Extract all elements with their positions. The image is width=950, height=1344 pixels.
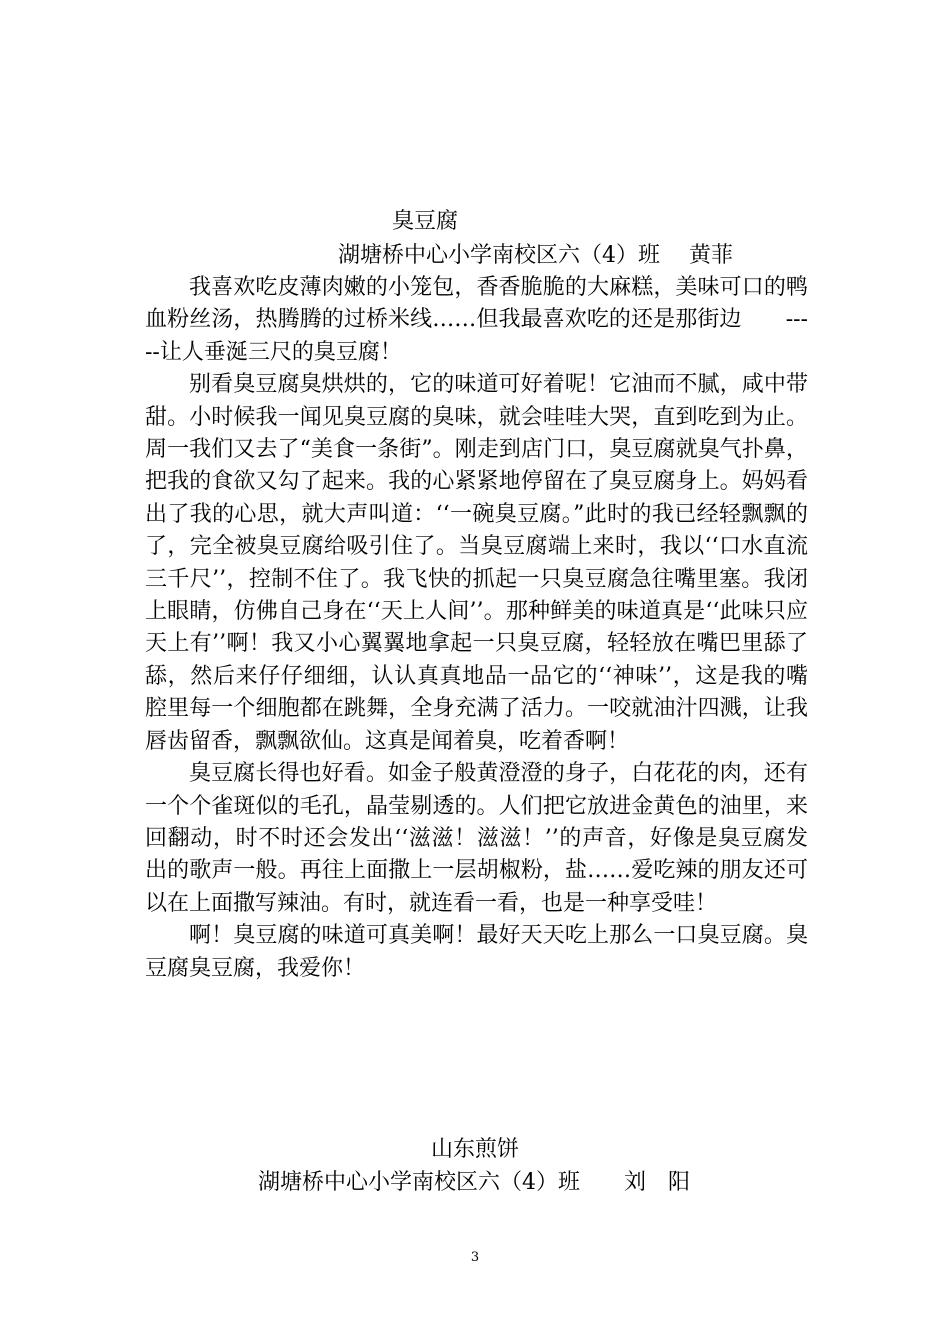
essay-title: 山东煎饼 <box>431 1137 520 1162</box>
essay-byline: 湖塘桥中心小学南校区六（4）班 刘 阳 <box>258 1170 690 1195</box>
essay-title: 臭豆腐 <box>392 209 459 234</box>
essay-byline: 湖塘桥中心小学南校区六（4）班 黄菲 <box>338 243 733 268</box>
paragraph: 我喜欢吃皮薄肉嫩的小笼包，香香脆脆的大麻糕，美味可口的鸭血粉丝汤，热腾腾的过桥米线……但我最喜欢吃的还是那街边 -----让人垂涎三尺的臭豆腐！ <box>145 275 808 365</box>
essay-body <box>145 272 808 985</box>
paragraph: 别看臭豆腐臭烘烘的，它的味道可好着呢！它油而不腻，咸中带甜。小时候我一闻见臭豆腐的臭味，就会哇哇大哭，直到吃到为止。周一我们又去了“美食一条街”。刚走到店门口，臭豆腐就臭气扑鼻，把我的食欲又勾了起来。我的心紧紧地停留在了臭豆腐身上。妈妈看出了我的心思，就大声叫道：‘‘一碗臭豆腐。”此时的我已经轻飘飘的了，完全被臭豆腐给吸引住了。当臭豆腐端上来时，我以‘‘口水直流三千尺’’，控制不住了。我飞快的抓起一只臭豆腐急往嘴里塞。我闭上眼睛，仿佛自己身在‘‘天上人间’’。那种鲜美的味道真是‘‘此味只应天上有’’啊！我又小心翼翼地拿起一只臭豆腐，轻轻放在嘴巴里舔了舔，然后来仔仔细细，认认真真地品一品它的‘‘神味’’，这是我的嘴腔里每一个细胞都在跳舞，全身充满了活力。一咬就油汁四溅，让我唇齿留香，飘飘欲仙。这真是闻着臭，吃着香啊！ <box>145 372 808 754</box>
page-number: 3 <box>470 1250 480 1265</box>
paragraph: 臭豆腐长得也好看。如金子般黄澄澄的身子，白花花的肉，还有一个个雀斑似的毛孔，晶莹剔透的。人们把它放进金黄色的油里，来回翻动，时不时还会发出‘‘滋滋！滋滋！’’的声音，好像是臭豆腐发出的歌声一般。再往上面撒上一层胡椒粉，盐……爱吃辣的朋友还可以在上面撒写辣油。有时，就连看一看，也是一种享受哇！ <box>145 761 808 916</box>
paragraph: 啊！臭豆腐的味道可真美啊！最好天天吃上那么一口臭豆腐。臭豆腐臭豆腐，我爱你！ <box>145 923 808 981</box>
